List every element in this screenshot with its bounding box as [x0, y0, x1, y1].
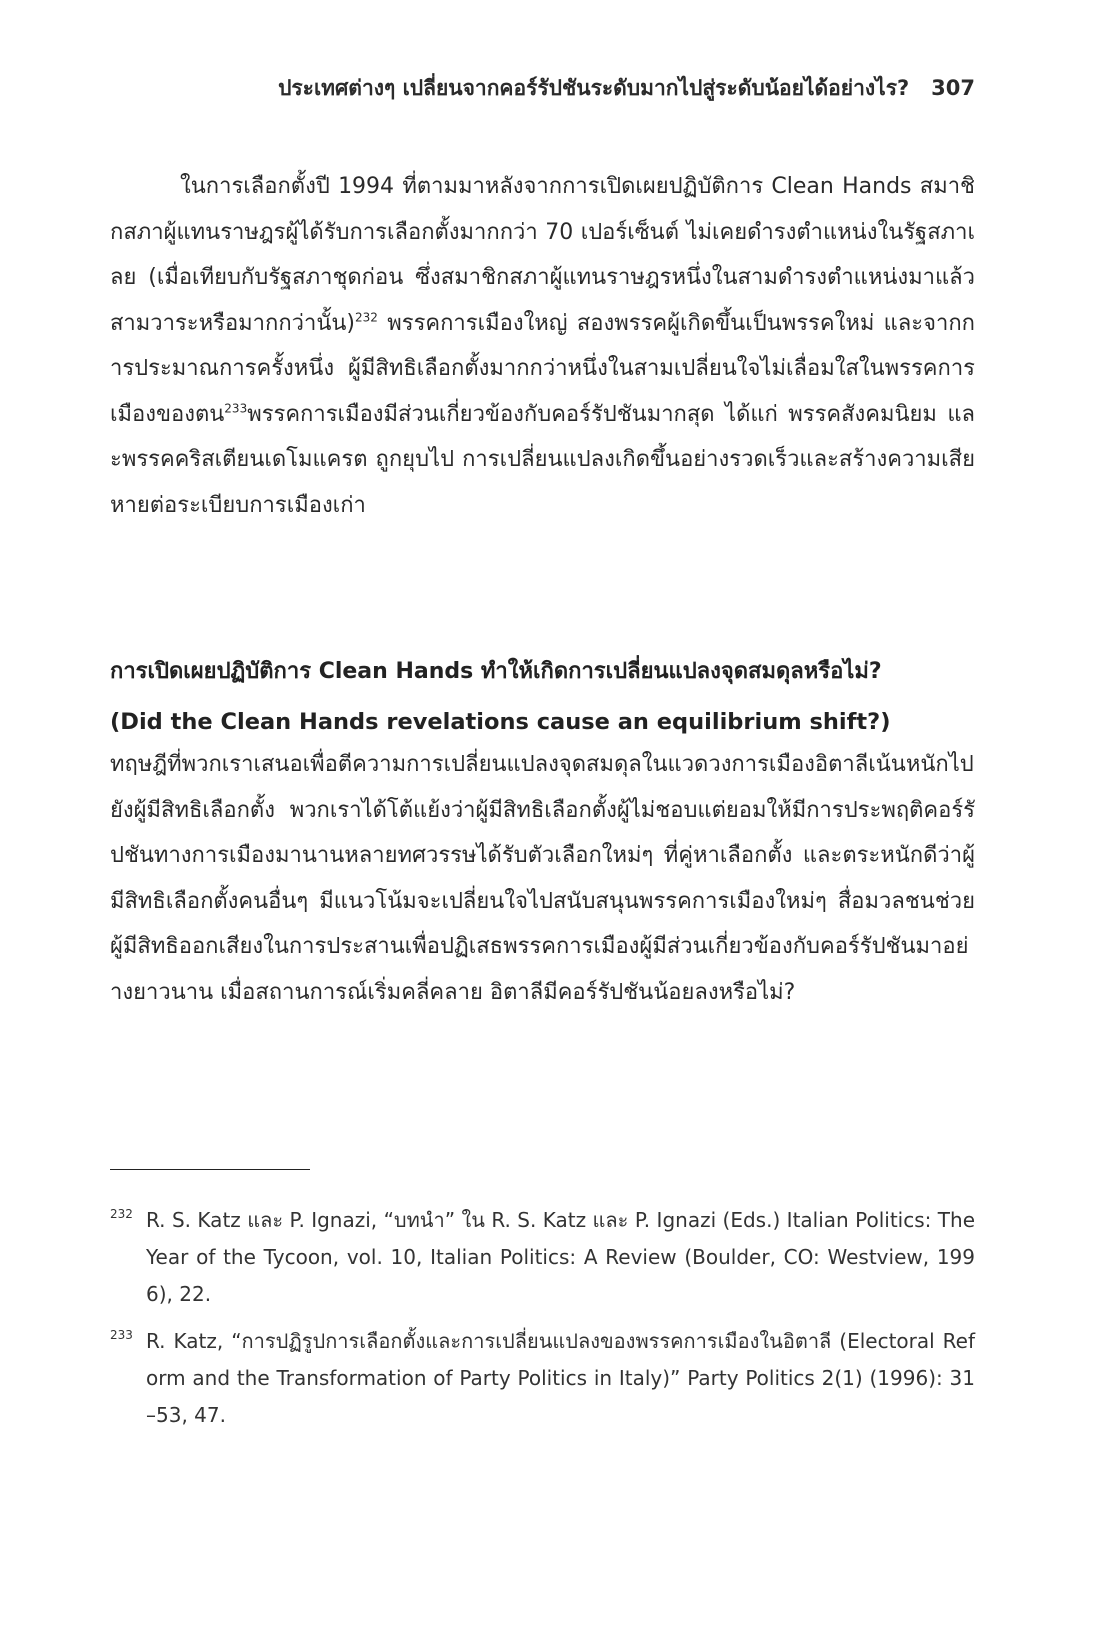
- footnote-ref-232[interactable]: 232: [355, 310, 378, 325]
- chapter-title: ประเทศต่างๆ เปลี่ยนจากคอร์รัปชันระดับมากไปสู่ระดับน้อยได้อย่างไร?: [278, 76, 910, 100]
- footnote-number: 233: [110, 1328, 133, 1342]
- paragraph-1-text-a: ในการเลือกตั้งปี 1994 ที่ตามมาหลังจากการเปิดเผยปฏิบัติการ Clean Hands สมาชิกสภาผู้แทนราษฎรผู้ได้รับการเลือกตั้งมากกว่า 70 เปอร์เซ็นต์ ไม่เคยดำรงตำแหน่งในรัฐสภาเลย (เมื่อเทียบกับรัฐสภาชุดก่อน ซึ่งสมาชิกสภาผู้แทนราษฎรหนึ่งในสามดำรงตำแหน่งมาแล้วสามวาระหรือมากกว่านั้น): [110, 174, 975, 336]
- body-paragraph-2: ทฤษฎีที่พวกเราเสนอเพื่อตีความการเปลี่ยนแปลงจุดสมดุลในแวดวงการเมืองอิตาลีเน้นหนักไปยังผู้มีสิทธิเลือกตั้ง พวกเราได้โต้แย้งว่าผู้มีสิทธิเลือกตั้งผู้ไม่ชอบแต่ยอมให้มีการประพฤติคอร์รัปชันทางการเมืองมานานหลายทศวรรษได้รับตัวเลือกใหม่ๆ ที่คู่หาเลือกตั้ง และตระหนักดีว่าผู้มีสิทธิเลือกตั้งคนอื่นๆ มีแนวโน้มจะเปลี่ยนใจไปสนับสนุนพรรคการเมืองใหม่ๆ สื่อมวลชนช่วยผู้มีสิทธิออกเสียงในการประสานเพื่อปฏิเสธพรรคการเมืองผู้มีส่วนเกี่ยวข้องกับคอร์รัปชันมาอย่างยาวนาน เมื่อสถานการณ์เริ่มคลี่คลาย อิตาลีมีคอร์รัปชันน้อยลงหรือไม่?: [110, 752, 975, 1005]
- book-page: [110, 0, 975, 1645]
- footnote-232: [110, 1202, 975, 1313]
- footnote-text: R. Katz, “การปฏิรูปการเลือกตั้งและการเปลี่ยนแปลงของพรรคการเมืองในอิตาลี (Electoral Reform and the Transformation of Party Politics in Italy)” Party Politics 2(1) (1996): 31–53, 47.: [146, 1329, 975, 1427]
- footnote-text: R. S. Katz และ P. Ignazi, “บทนำ” ใน R. S. Katz และ P. Ignazi (Eds.) Italian Politics: The Year of the Tycoon, vol. 10, Italian Politics: A Review (Boulder, CO: Westview, 1996), 22.: [146, 1208, 975, 1306]
- paragraph-1-text-c: พรรคการเมืองมีส่วนเกี่ยวข้องกับคอร์รัปชันมากสุด ได้แก่ พรรคสังคมนิยม และพรรคคริสเตียนเดโมแครต ถูกยุบไป การเปลี่ยนแปลงเกิดขึ้นอย่างรวดเร็วและสร้างความเสียหายต่อระเบียบการเมืองเก่า: [110, 401, 975, 518]
- footnote-ref-233[interactable]: 233: [224, 401, 248, 416]
- footnote-divider: [110, 1169, 310, 1170]
- footnote-233: [110, 1323, 975, 1434]
- section-heading-thai: การเปิดเผยปฏิบัติการ Clean Hands ทำให้เกิดการเปลี่ยนแปลงจุดสมดุลหรือไม่?: [110, 659, 882, 684]
- section-heading-english: (Did the Clean Hands revelations cause an equilibrium shift?): [110, 709, 891, 735]
- running-header: [278, 72, 975, 105]
- page-number: 307: [931, 76, 975, 100]
- paragraph-1-text-b: พรรคการเมืองใหญ่ สองพรรคผู้เกิดขึ้นเป็นพรรคใหม่ และจากการประมาณการครั้งหนึ่ง ผู้มีสิทธิเลือกตั้งมากกว่าหนึ่งในสามเปลี่ยนใจไม่เลื่อมใสในพรรคการเมืองของตน: [110, 310, 975, 427]
- footnote-number: 232: [110, 1207, 133, 1221]
- body-paragraph-1: [110, 164, 975, 528]
